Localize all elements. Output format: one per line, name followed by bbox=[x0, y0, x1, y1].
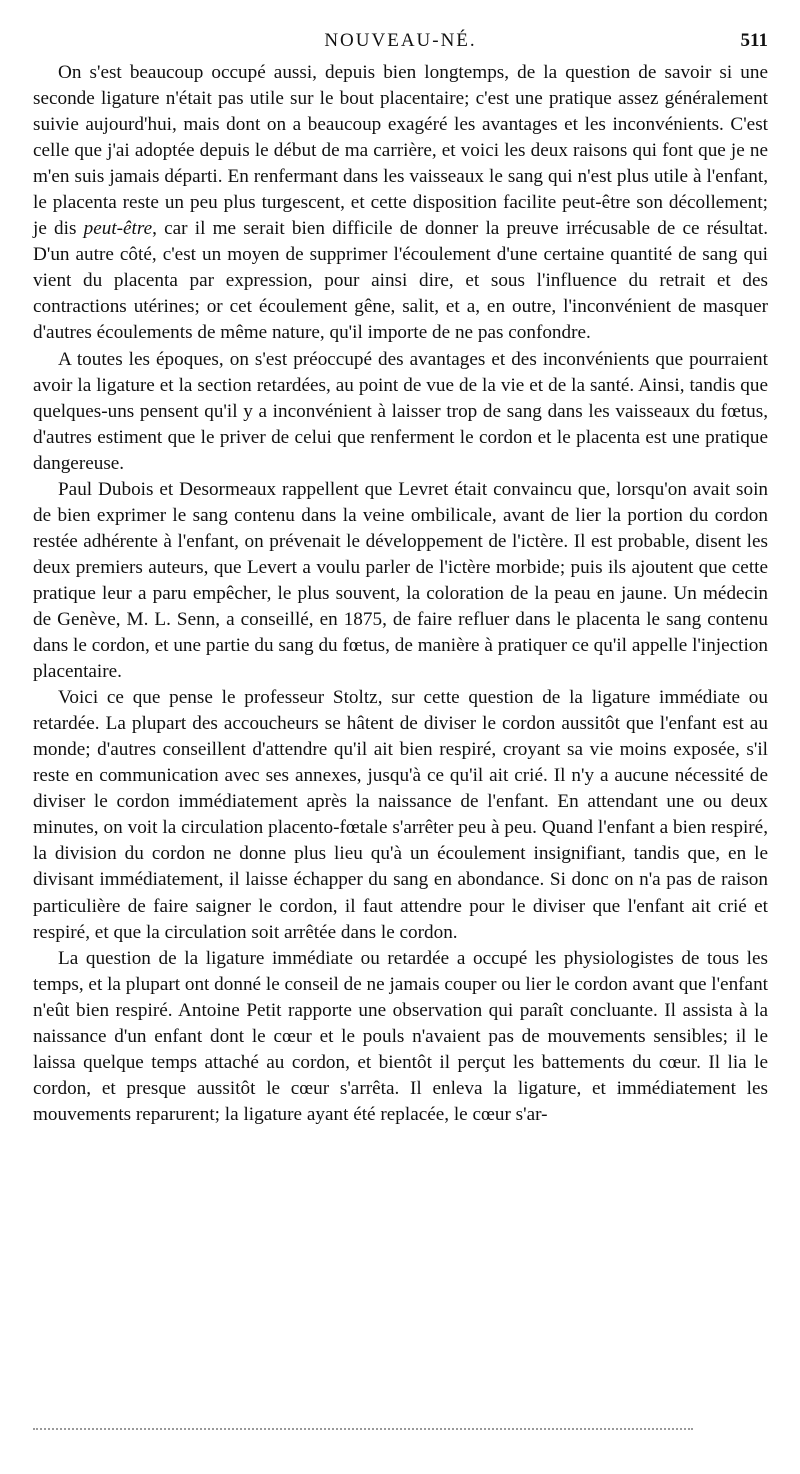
paragraph-text: On s'est beaucoup occupé aussi, depuis bien longtemps, de la question de savoir si une seconde ligature n'était pas utile sur le bout placentaire; c'est une pratique assez généralement suivie aujourd'hui, mais dont on a beaucoup exagéré les avantages et les inconvénients. C'est celle que j'ai adoptée depuis le début de ma carrière, et voici les deux raisons qui font que je ne m'en suis jamais départi. En renfermant dans les vaisseaux le sang qui n'est plus utile à l'enfant, le placenta reste un peu plus turgescent, et cette disposition facilite peut-être son décollement; je dis bbox=[33, 62, 768, 240]
page-number: 511 bbox=[740, 30, 768, 51]
paragraph-2 bbox=[33, 347, 768, 477]
paragraph-3 bbox=[33, 477, 768, 685]
paragraph-text: Voici ce que pense le professeur Stoltz, sur cette question de la ligature immédiate ou retardée. La plupart des accoucheurs se hâtent de diviser le cordon aussitôt que l'enfant est au monde; d'autres conseillent d'attendre qu'il ait bien respiré, croyant sa vie moins exposée, s'il reste en communication avec ses annexes, jusqu'à ce qu'il ait crié. Il n'y a aucune nécessité de diviser le cordon immédiatement après la naissance de l'enfant. En attendant une ou deux minutes, on voit la circulation placento-fœtale s'arrêter peu à peu. Quand l'enfant a bien respiré, la division du cordon ne donne plus lieu qu'à un écoulement insignifiant, tandis que, en le divisant immédiatement, il laisse échapper du sang en abondance. Si donc on n'a pas de raison particulière de faire saigner le cordon, il faut attendre pour le diviser que l'enfant ait crié et respiré, et que la circulation soit arrêtée dans le cordon. bbox=[33, 687, 768, 943]
running-title: NOUVEAU-NÉ. bbox=[324, 30, 477, 51]
paragraph-text: La question de la ligature immédiate ou retardée a occupé les physiologistes de tous les temps, et la plupart ont donné le conseil de ne jamais couper ou lier le cordon avant que l'enfant n'eût bien respiré. Antoine Petit rapporte une observation qui paraît concluante. Il assista à la naissance d'un enfant dont le cœur et le pouls n'avaient pas de mouvements sensibles; il le laissa quelque temps attaché au cordon, et bientôt il perçut les battements du cœur. Il lia le cordon, et presque aussitôt le cœur s'arrêta. Il enleva la ligature, et immédiatement les mouvements reparurent; la ligature ayant été replacée, le cœur s'ar- bbox=[33, 947, 768, 1125]
running-header bbox=[33, 30, 768, 60]
body-text bbox=[33, 60, 768, 1128]
paragraph-text: A toutes les époques, on s'est préoccupé des avantages et des inconvénients que pourraient avoir la ligature et la section retardées, au point de vue de la vie et de la santé. Ainsi, tandis que quelques-uns pensent qu'il y a inconvénient à laisser trop de sang dans les vaisseaux du fœtus, d'autres estiment que le priver de celui que renferment le cordon et le placenta est une pratique dangereuse. bbox=[33, 348, 768, 474]
paragraph-text: Paul Dubois et Desormeaux rappellent que Levret était convaincu que, lorsqu'on avait soin de bien exprimer le sang contenu dans la veine ombilicale, avant de lier la portion du cordon restée adhérente à l'enfant, on prévenait le développement de l'ictère. Il est probable, disent les deux premiers auteurs, que Levert a voulu parler de l'ictère morbide; puis ils ajoutent que cette pratique leur a paru empêcher, le plus souvent, la coloration de la peau en jaune. Un médecin de Genève, M. L. Senn, a conseillé, en 1875, de faire refluer dans le placenta le sang contenu dans le cordon, et une partie du sang du fœtus, de manière à pratiquer ce qu'il appelle l'injection placentaire. bbox=[33, 478, 768, 683]
italic-phrase: peut-être bbox=[83, 218, 153, 240]
page-bottom-rule bbox=[33, 1428, 693, 1430]
paragraph-text: , car il me serait bien difficile de donner la preuve irrécusable de ce résultat. D'un autre côté, c'est un moyen de supprimer l'écoulement d'une certaine quantité de sang qui vient du placenta par expression, pour ainsi dire, et sous l'influence du retrait et des contractions utérines; or cet écoulement gêne, salit, et a, en outre, l'inconvénient de masquer d'autres écoulements de même nature, qu'il importe de ne pas confondre. bbox=[33, 218, 768, 344]
paragraph-1 bbox=[33, 60, 768, 347]
paragraph-5 bbox=[33, 946, 768, 1128]
paragraph-4 bbox=[33, 685, 768, 945]
